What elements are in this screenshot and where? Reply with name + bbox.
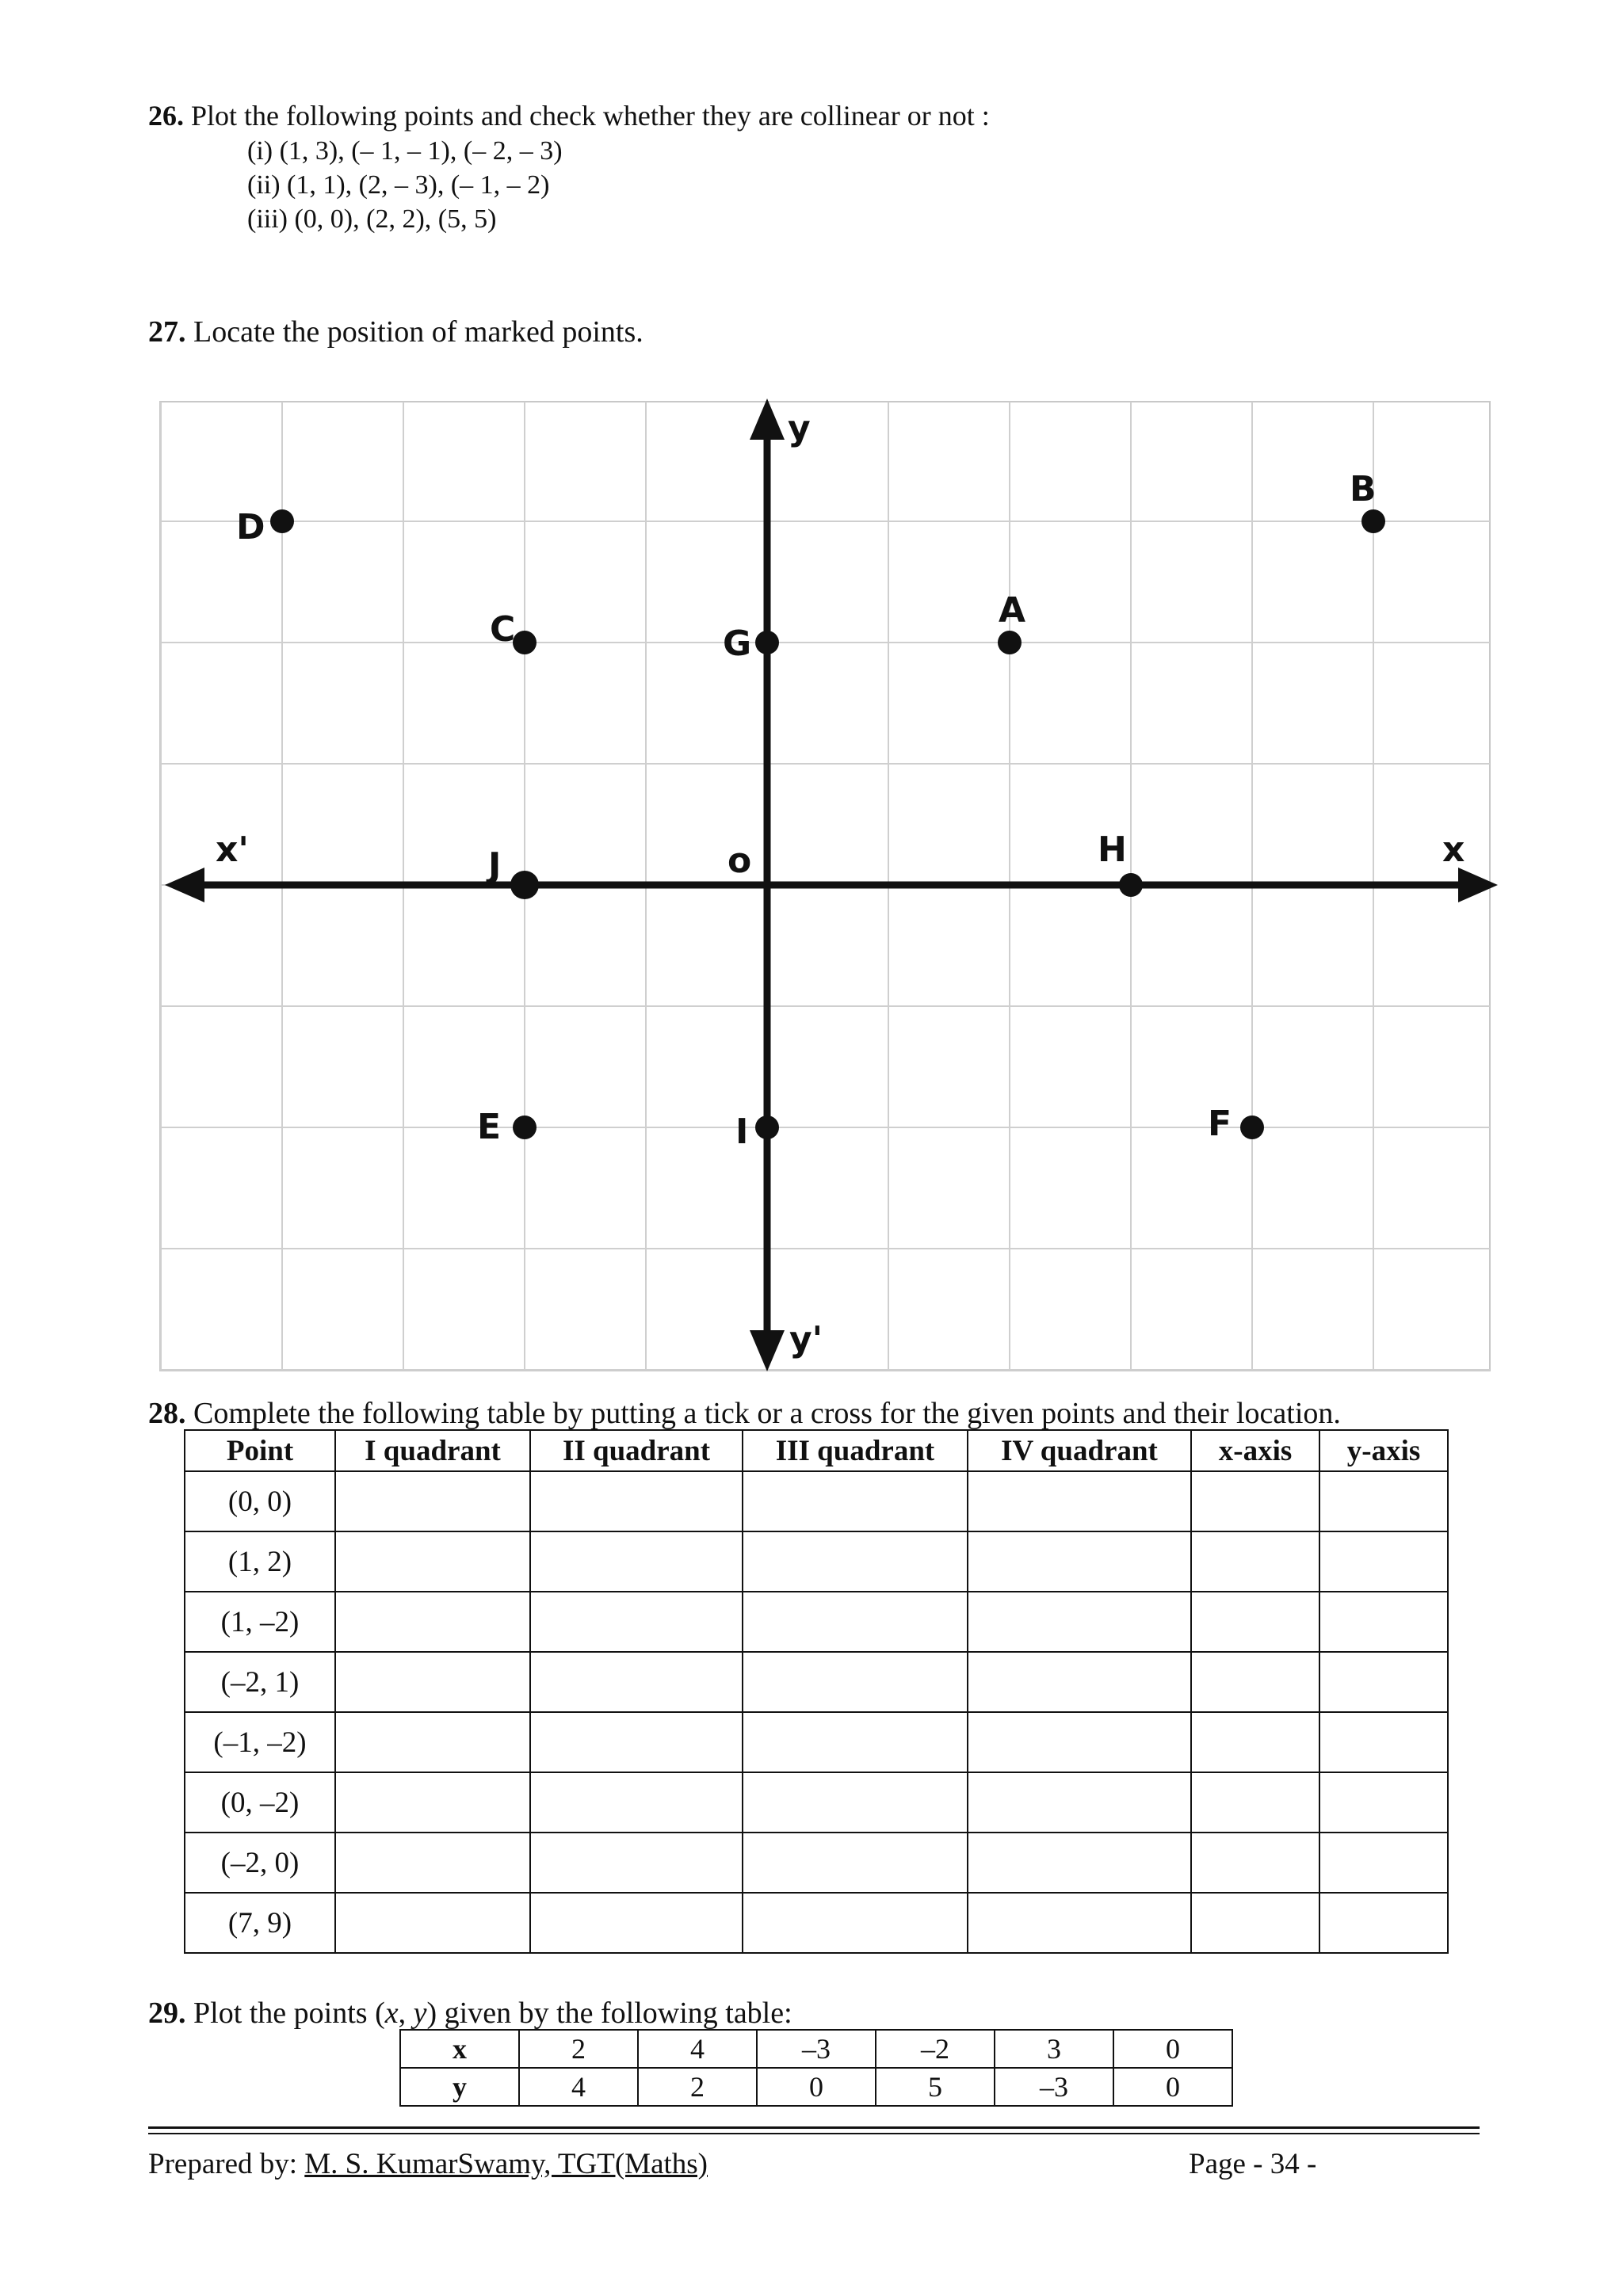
q29-number: 29.	[148, 1997, 186, 2030]
point-cell: (1, 2)	[185, 1531, 335, 1592]
answer-cell[interactable]	[335, 1893, 530, 1953]
answer-cell[interactable]	[1191, 1833, 1319, 1893]
answer-cell[interactable]	[1191, 1712, 1319, 1772]
table-row	[185, 1531, 1448, 1592]
answer-cell[interactable]	[1319, 1893, 1448, 1953]
answer-cell[interactable]	[1191, 1893, 1319, 1953]
point-cell: (7, 9)	[185, 1893, 335, 1953]
answer-cell[interactable]	[743, 1592, 968, 1652]
q28-number: 28.	[148, 1397, 186, 1430]
answer-cell[interactable]	[968, 1833, 1191, 1893]
x-value: 4	[638, 2030, 757, 2068]
point-cell: (–1, –2)	[185, 1712, 335, 1772]
q26-item-2: (ii) (1, 1), (2, – 3), (– 1, – 2)	[247, 170, 550, 200]
point-f-label: F	[1208, 1104, 1232, 1144]
point-a-label: A	[999, 590, 1026, 631]
answer-cell[interactable]	[968, 1592, 1191, 1652]
answer-cell[interactable]	[1319, 1712, 1448, 1772]
point-cell: (0, –2)	[185, 1772, 335, 1833]
y-value: –3	[995, 2068, 1113, 2106]
answer-cell[interactable]	[335, 1592, 530, 1652]
y-axis-negative-arrow	[750, 1330, 785, 1371]
xy-row-x	[400, 2030, 1232, 2068]
x-prime-axis-label: x'	[216, 830, 249, 870]
row-label-x: x	[400, 2030, 519, 2068]
answer-cell[interactable]	[968, 1772, 1191, 1833]
table-row	[185, 1893, 1448, 1953]
q26-item-1: (i) (1, 3), (– 1, – 1), (– 2, – 3)	[247, 136, 563, 166]
q26-text: Plot the following points and check whether they are collinear or not :	[191, 100, 990, 132]
q29-var-y: y	[413, 1997, 427, 2030]
answer-cell[interactable]	[530, 1833, 743, 1893]
point-g-label: G	[723, 624, 752, 664]
q29-stem	[148, 1996, 792, 2031]
header-quadrant-1: I quadrant	[335, 1430, 530, 1471]
answer-cell[interactable]	[968, 1712, 1191, 1772]
header-quadrant-3: III quadrant	[743, 1430, 968, 1471]
point-a-marker	[998, 631, 1022, 654]
row-label-y: y	[400, 2068, 519, 2106]
x-value: 2	[519, 2030, 638, 2068]
location-table-header	[185, 1430, 1448, 1471]
point-c-label: C	[490, 609, 516, 650]
header-x-axis: x-axis	[1191, 1430, 1319, 1471]
q29-text-after: ) given by the following table:	[426, 1997, 792, 2030]
answer-cell[interactable]	[743, 1893, 968, 1953]
origin-label: o	[727, 841, 752, 881]
x-axis-positive-arrow	[1458, 868, 1498, 902]
y-value: 4	[519, 2068, 638, 2106]
q26-stem	[148, 98, 990, 133]
point-c-marker	[513, 631, 537, 654]
footer-credit	[148, 2147, 708, 2182]
table-row	[185, 1592, 1448, 1652]
answer-cell[interactable]	[335, 1531, 530, 1592]
answer-cell[interactable]	[335, 1712, 530, 1772]
answer-cell[interactable]	[968, 1531, 1191, 1592]
answer-cell[interactable]	[1319, 1652, 1448, 1712]
y-value: 2	[638, 2068, 757, 2106]
x-value: –2	[876, 2030, 995, 2068]
answer-cell[interactable]	[968, 1893, 1191, 1953]
q29-var-x: x	[384, 1997, 399, 2030]
point-cell: (1, –2)	[185, 1592, 335, 1652]
answer-cell[interactable]	[335, 1471, 530, 1531]
point-i-label: I	[735, 1112, 749, 1152]
answer-cell[interactable]	[335, 1772, 530, 1833]
table-row	[185, 1471, 1448, 1531]
answer-cell[interactable]	[1191, 1772, 1319, 1833]
q26-number: 26.	[148, 100, 184, 132]
q27-stem	[148, 315, 643, 349]
table-row	[185, 1833, 1448, 1893]
y-value: 0	[757, 2068, 876, 2106]
y-axis-label: y	[788, 408, 811, 448]
point-i-marker	[755, 1116, 779, 1139]
footer-prepared-label: Prepared by:	[148, 2148, 298, 2180]
answer-cell[interactable]	[1191, 1592, 1319, 1652]
y-prime-axis-label: y'	[789, 1319, 823, 1360]
answer-cell[interactable]	[1319, 1772, 1448, 1833]
q26-item-3: (iii) (0, 0), (2, 2), (5, 5)	[247, 204, 497, 234]
footer-divider-thin	[148, 2133, 1480, 2134]
axes	[165, 399, 1498, 1371]
header-quadrant-4: IV quadrant	[968, 1430, 1191, 1471]
x-axis-label: x	[1442, 830, 1465, 870]
x-value: 0	[1113, 2030, 1232, 2068]
q27-number: 27.	[148, 315, 186, 349]
point-e-marker	[513, 1116, 537, 1139]
plotted-points	[236, 469, 1385, 1152]
answer-cell[interactable]	[743, 1531, 968, 1592]
x-value: 3	[995, 2030, 1113, 2068]
answer-cell[interactable]	[743, 1652, 968, 1712]
answer-cell[interactable]	[968, 1471, 1191, 1531]
answer-cell[interactable]	[743, 1712, 968, 1772]
header-y-axis: y-axis	[1319, 1430, 1448, 1471]
answer-cell[interactable]	[530, 1471, 743, 1531]
answer-cell[interactable]	[1319, 1471, 1448, 1531]
point-e-label: E	[477, 1107, 502, 1147]
answer-cell[interactable]	[335, 1652, 530, 1712]
answer-cell[interactable]	[530, 1712, 743, 1772]
point-cell: (–2, 1)	[185, 1652, 335, 1712]
answer-cell[interactable]	[1191, 1531, 1319, 1592]
answer-cell[interactable]	[530, 1893, 743, 1953]
footer-author: M. S. KumarSwamy, TGT(Maths)	[304, 2148, 708, 2180]
answer-cell[interactable]	[530, 1592, 743, 1652]
header-quadrant-2: II quadrant	[530, 1430, 743, 1471]
table-row	[185, 1712, 1448, 1772]
table-row	[185, 1772, 1448, 1833]
q27-text: Locate the position of marked points.	[193, 315, 643, 349]
answer-cell[interactable]	[530, 1652, 743, 1712]
answer-cell[interactable]	[1319, 1531, 1448, 1592]
answer-cell[interactable]	[743, 1833, 968, 1893]
answer-cell[interactable]	[1191, 1471, 1319, 1531]
answer-cell[interactable]	[1319, 1833, 1448, 1893]
point-d-label: D	[236, 507, 265, 547]
x-axis-negative-arrow	[165, 868, 204, 902]
xy-row-y	[400, 2068, 1232, 2106]
table-row	[185, 1652, 1448, 1712]
y-value: 0	[1113, 2068, 1232, 2106]
xy-table	[399, 2029, 1233, 2107]
q28-text: Complete the following table by putting a tick or a cross for the given points and their location.	[193, 1397, 1341, 1430]
point-b-label: B	[1350, 469, 1377, 509]
footer-divider	[148, 2126, 1480, 2129]
y-value: 5	[876, 2068, 995, 2106]
answer-cell[interactable]	[1191, 1652, 1319, 1712]
q28-stem	[148, 1396, 1341, 1431]
point-h-marker	[1119, 873, 1143, 897]
coordinate-grid	[151, 392, 1498, 1379]
point-f-marker	[1240, 1116, 1264, 1139]
x-value: –3	[757, 2030, 876, 2068]
header-point: Point	[185, 1430, 335, 1471]
point-b-marker	[1361, 509, 1385, 533]
q29-comma: ,	[398, 1997, 414, 2030]
answer-cell[interactable]	[530, 1531, 743, 1592]
answer-cell[interactable]	[968, 1652, 1191, 1712]
footer-page-number: Page - 34 -	[1189, 2148, 1317, 2180]
y-axis-positive-arrow	[750, 399, 785, 440]
point-cell: (0, 0)	[185, 1471, 335, 1531]
answer-cell[interactable]	[335, 1833, 530, 1893]
point-g-marker	[755, 631, 779, 654]
q29-text-before: Plot the points (	[193, 1997, 385, 2030]
point-d-marker	[270, 509, 294, 533]
point-j-label: J	[488, 845, 502, 886]
point-j-marker	[510, 871, 539, 899]
point-h-label: H	[1098, 830, 1127, 870]
answer-cell[interactable]	[1319, 1592, 1448, 1652]
answer-cell[interactable]	[743, 1471, 968, 1531]
point-cell: (–2, 0)	[185, 1833, 335, 1893]
answer-cell[interactable]	[530, 1772, 743, 1833]
answer-cell[interactable]	[743, 1772, 968, 1833]
location-table	[184, 1429, 1449, 1954]
